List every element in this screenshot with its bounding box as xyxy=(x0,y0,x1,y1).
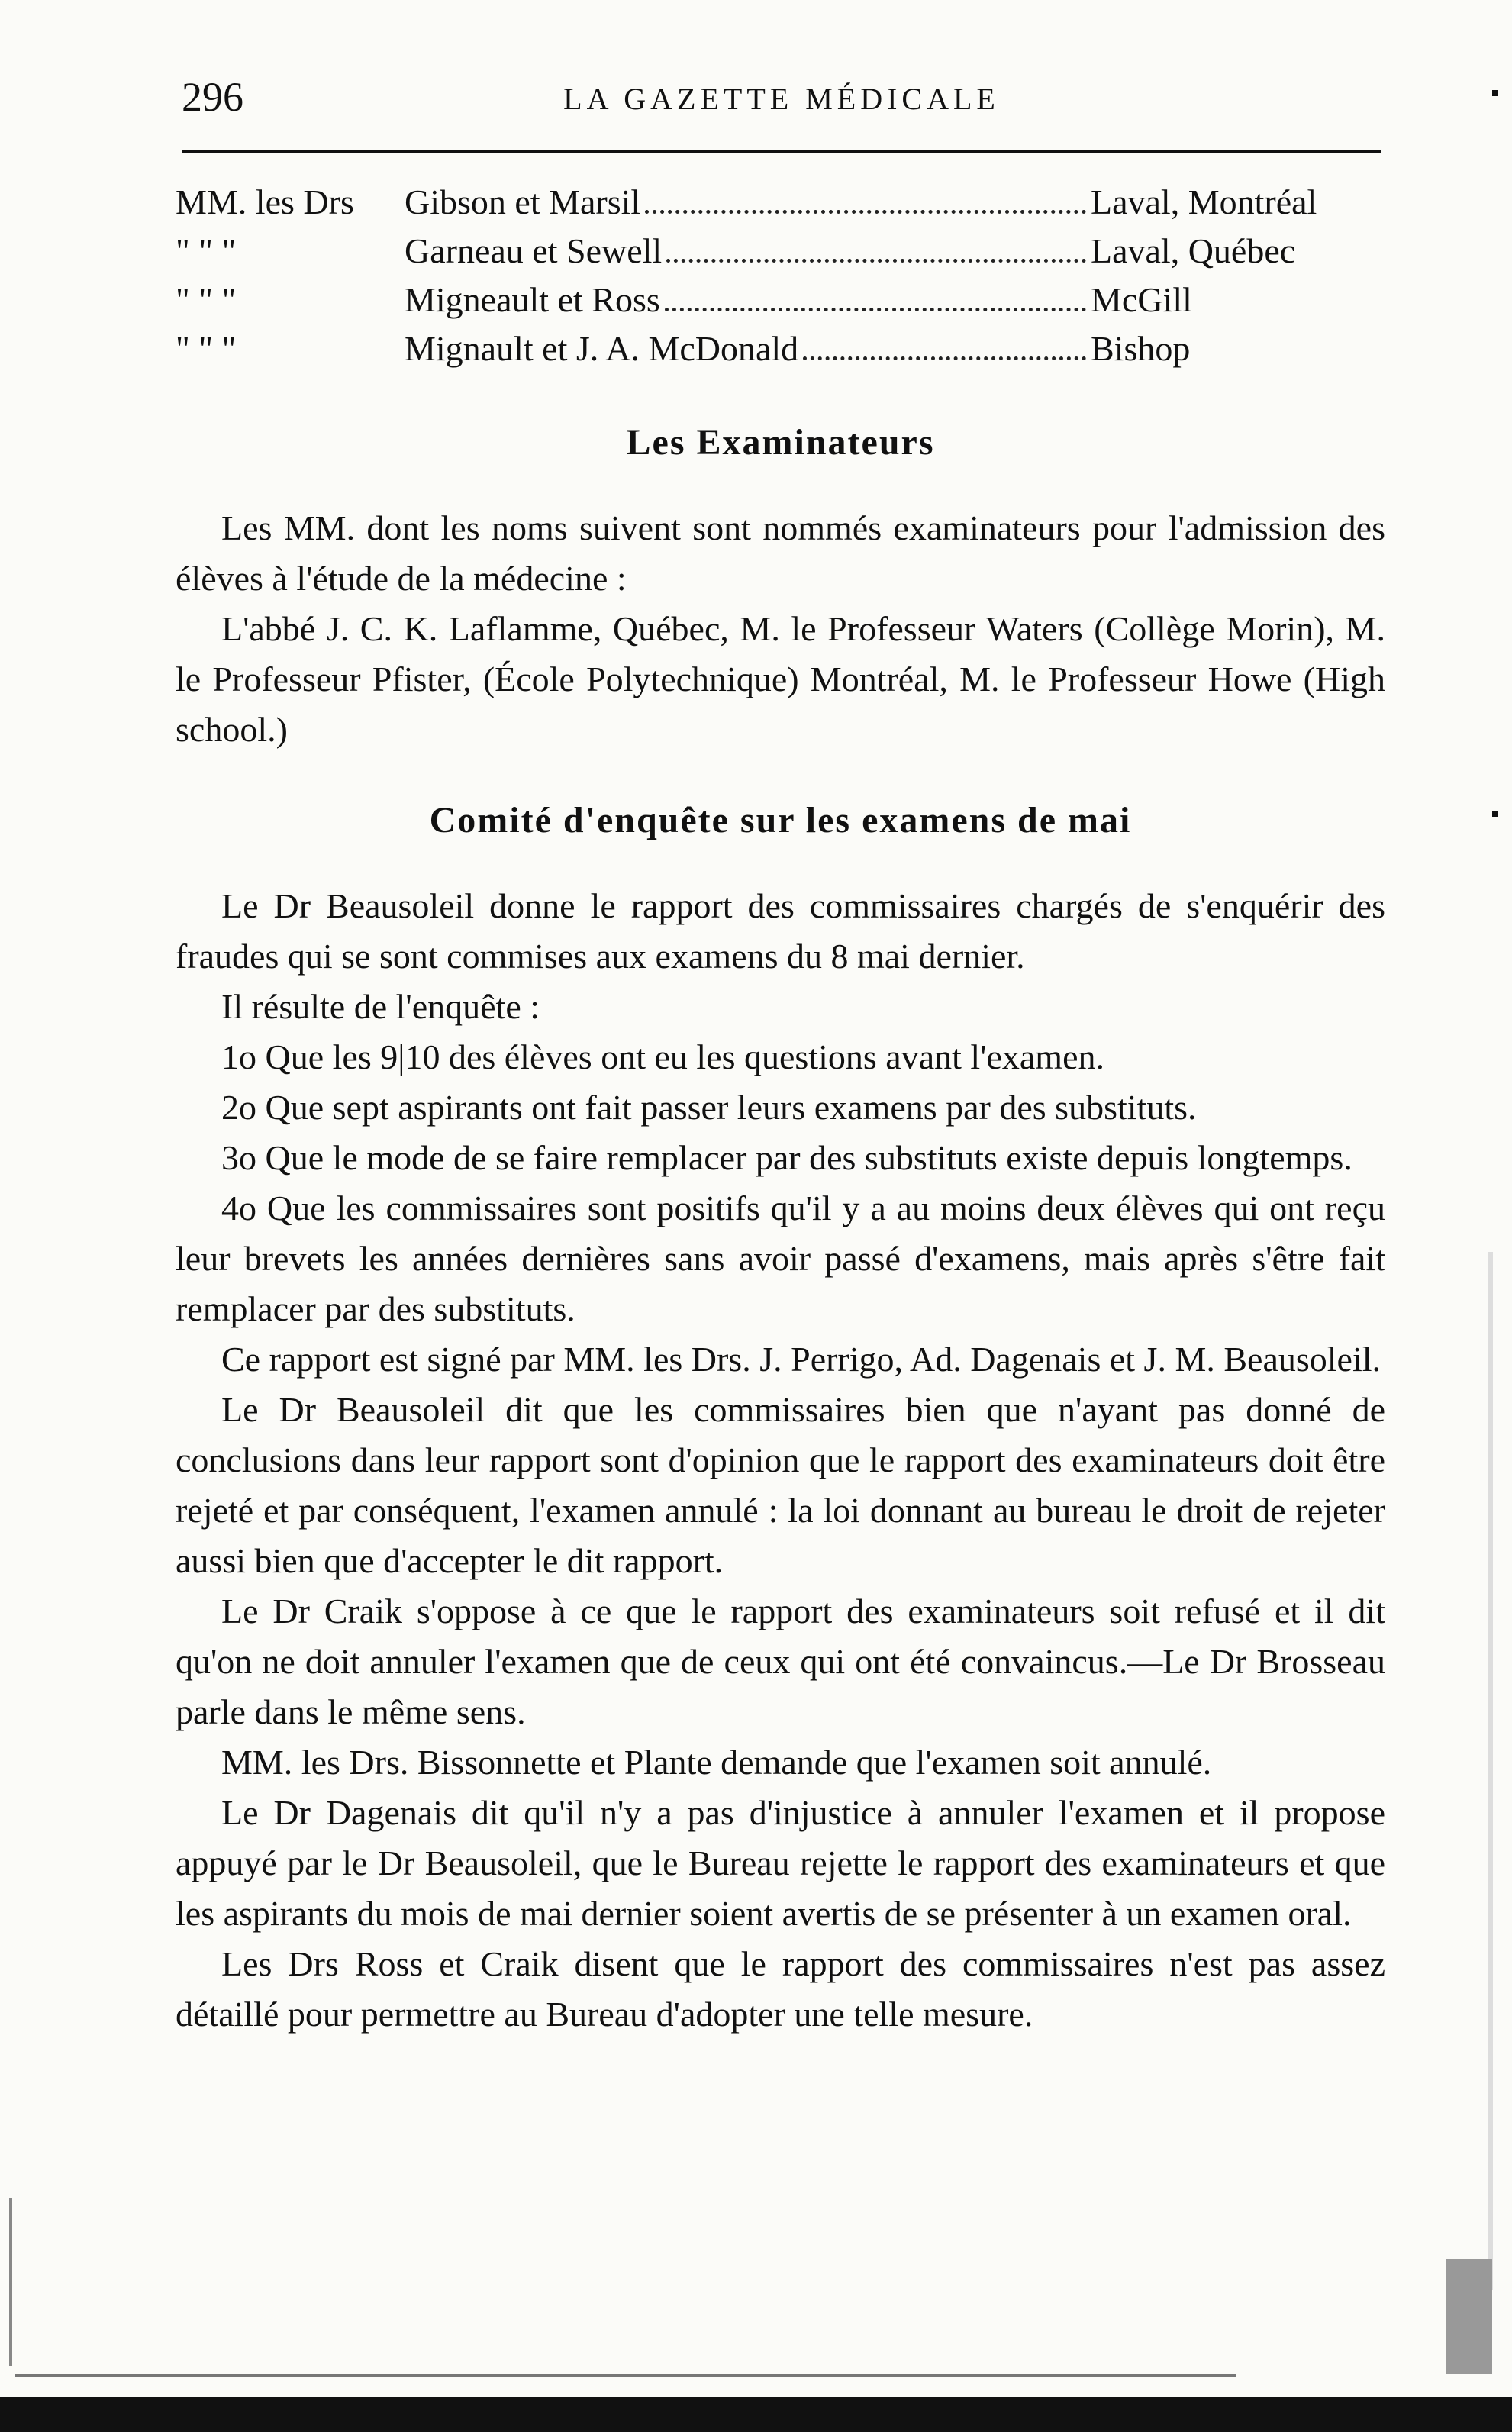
member-title: " " " xyxy=(176,329,237,368)
page-number: 296 xyxy=(182,74,243,120)
member-row xyxy=(176,231,1385,279)
dot-leader xyxy=(665,308,1086,311)
dot-leader xyxy=(645,210,1086,214)
paragraph: 4o Que les commissaires sont positifs qu'il y a au moins deux élèves qui ont reçu leur brevets les années dernières sans avoir passé d'examens, mais après s'être fait remplacer par des substituts. xyxy=(176,1189,1385,1328)
scan-bottom-line xyxy=(15,2374,1236,2377)
paragraph: Les MM. dont les noms suivent sont nommés examinateurs pour l'admission des élèves à l'étude de la médecine : xyxy=(176,508,1385,598)
member-names: Garneau et Sewell xyxy=(405,231,663,270)
paragraph: Le Dr Beausoleil dit que les commissaires bien que n'ayant pas donné de conclusions dans leur rapport sont d'opinion que le rapport des examinateurs doit être rejeté et par conséquent, l'examen annulé : la loi donnant au bureau le droit de rejeter aussi bien que d'accepter le dit rapport. xyxy=(176,1390,1385,1580)
paragraph: MM. les Drs. Bissonnette et Plante demande que l'examen soit annulé. xyxy=(221,1743,1212,1782)
page-body xyxy=(176,182,1385,2040)
member-title: " " " xyxy=(176,280,237,319)
scan-edge-blot xyxy=(1446,2259,1492,2374)
member-title: " " " xyxy=(176,231,237,270)
paragraph: 3o Que le mode de se faire remplacer par des substituts existe depuis longtemps. xyxy=(221,1138,1352,1177)
paragraph: Le Dr Dagenais dit qu'il n'y a pas d'injustice à annuler l'examen et il propose appuyé par le Dr Beausoleil, que le Bureau rejette le rapport des examinateurs et que les aspirants du mois de mai dernier soient avertis de se présenter à un examen oral. xyxy=(176,1793,1385,1933)
paragraph: Les Drs Ross et Craik disent que le rapport des commissaires n'est pas assez détaillé pour permettre au Bureau d'adopter une telle mesure. xyxy=(176,1944,1385,2034)
dot-leader xyxy=(803,356,1086,360)
member-row xyxy=(176,182,1385,231)
scan-speck xyxy=(1492,90,1498,96)
paragraph: 1o Que les 9|10 des élèves ont eu les questions avant l'examen. xyxy=(221,1037,1104,1076)
section-heading-examiners: Les Examinateurs xyxy=(626,422,935,463)
scan-bottom-border xyxy=(0,2397,1512,2432)
member-institution: Bishop xyxy=(1091,329,1191,368)
paragraph: L'abbé J. C. K. Laflamme, Québec, M. le Professeur Waters (Collège Morin), M. le Professeur Pfister, (École Polytechnique) Montréal, M. le Professeur Howe (High school.) xyxy=(176,609,1385,749)
member-names: Gibson et Marsil xyxy=(405,182,641,221)
member-institution: Laval, Montréal xyxy=(1091,182,1317,221)
members-list xyxy=(176,182,1385,377)
paragraph: Ce rapport est signé par MM. les Drs. J. Perrigo, Ad. Dagenais et J. M. Beausoleil. xyxy=(221,1340,1381,1379)
running-title: LA GAZETTE MÉDICALE xyxy=(563,82,1000,116)
scan-edge-shadow xyxy=(1488,1252,1493,2290)
page-header xyxy=(182,73,1381,127)
member-institution: Laval, Québec xyxy=(1091,231,1296,270)
member-row xyxy=(176,279,1385,328)
scan-edge-mark xyxy=(9,2198,12,2366)
scan-speck xyxy=(1492,811,1498,817)
member-institution: McGill xyxy=(1091,280,1192,319)
member-names: Migneault et Ross xyxy=(405,280,660,319)
member-names: Mignault et J. A. McDonald xyxy=(405,329,799,368)
member-row xyxy=(176,328,1385,377)
paragraph: Il résulte de l'enquête : xyxy=(221,987,540,1026)
paragraph: Le Dr Craik s'oppose à ce que le rapport des examinateurs soit refusé et il dit qu'on ne doit annuler l'examen que de ceux qui ont été convaincus.—Le Dr Brosseau parle dans le même sens. xyxy=(176,1592,1385,1731)
dot-leader xyxy=(666,259,1086,263)
section-heading-inquiry: Comité d'enquête sur les examens de mai xyxy=(429,800,1132,840)
header-rule xyxy=(182,150,1381,153)
paragraph: 2o Que sept aspirants ont fait passer leurs examens par des substituts. xyxy=(221,1088,1197,1127)
member-title: MM. les Drs xyxy=(176,182,354,221)
paragraph: Le Dr Beausoleil donne le rapport des commissaires chargés de s'enquérir des fraudes qui se sont commises aux examens du 8 mai dernier. xyxy=(176,886,1385,976)
